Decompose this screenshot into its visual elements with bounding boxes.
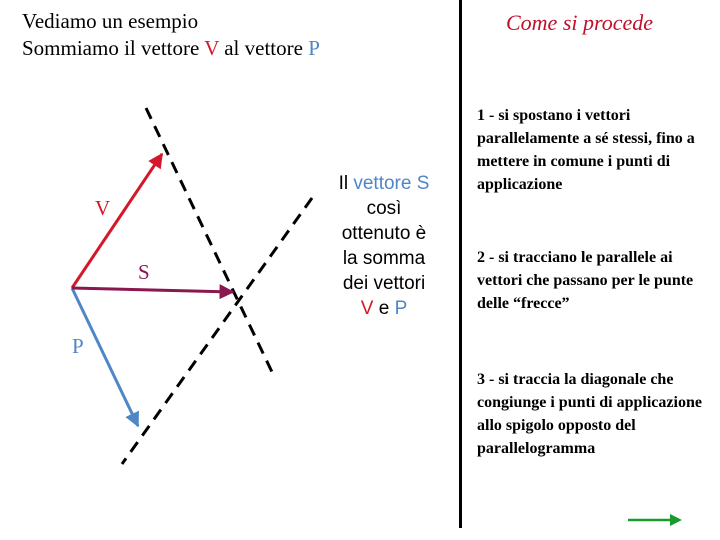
result-text-il: Il <box>338 173 354 194</box>
step-2-text: 2 - si tracciano le parallele ai vettori che passano per le punte delle “frecce” <box>477 249 694 312</box>
result-line-1 <box>318 171 450 196</box>
title-text-b: al vettore <box>218 36 309 60</box>
vector-s-label: S <box>138 260 150 284</box>
next-arrow-icon[interactable] <box>626 510 686 530</box>
result-vector-p: P <box>394 298 408 319</box>
result-vector-v: V <box>360 298 374 319</box>
parallel-line-to-v <box>146 108 272 372</box>
vector-v-label: V <box>95 196 111 220</box>
vector-s <box>72 288 233 292</box>
title-line-1: Vediamo un esempio <box>22 9 199 33</box>
step-3-text: 3 - si traccia la diagonale che congiunge i punti di applicazione allo spigolo opposto del parallelogramma <box>477 371 702 457</box>
result-line-2: così <box>366 198 402 219</box>
result-line-6 <box>318 296 450 321</box>
section-heading: Come si procede <box>506 10 654 35</box>
result-line-4: la somma <box>342 248 426 269</box>
result-explanation <box>318 171 450 321</box>
title-vector-p: P <box>308 36 320 60</box>
vector-p-label: P <box>72 334 84 358</box>
result-vector-s: vettore S <box>353 173 430 194</box>
result-line-3: ottenuto è <box>341 223 427 244</box>
title-text-a: Sommiamo il vettore <box>22 36 205 60</box>
result-line-5: dei vettori <box>342 273 426 294</box>
parallel-line-to-p <box>122 198 312 464</box>
step-1-text: 1 - si spostano i vettori parallelamente a sé stessi, fino a mettere in comune i punti di applicazione <box>477 107 695 193</box>
title-vector-v: V <box>204 36 219 60</box>
result-text-e: e <box>373 298 395 319</box>
